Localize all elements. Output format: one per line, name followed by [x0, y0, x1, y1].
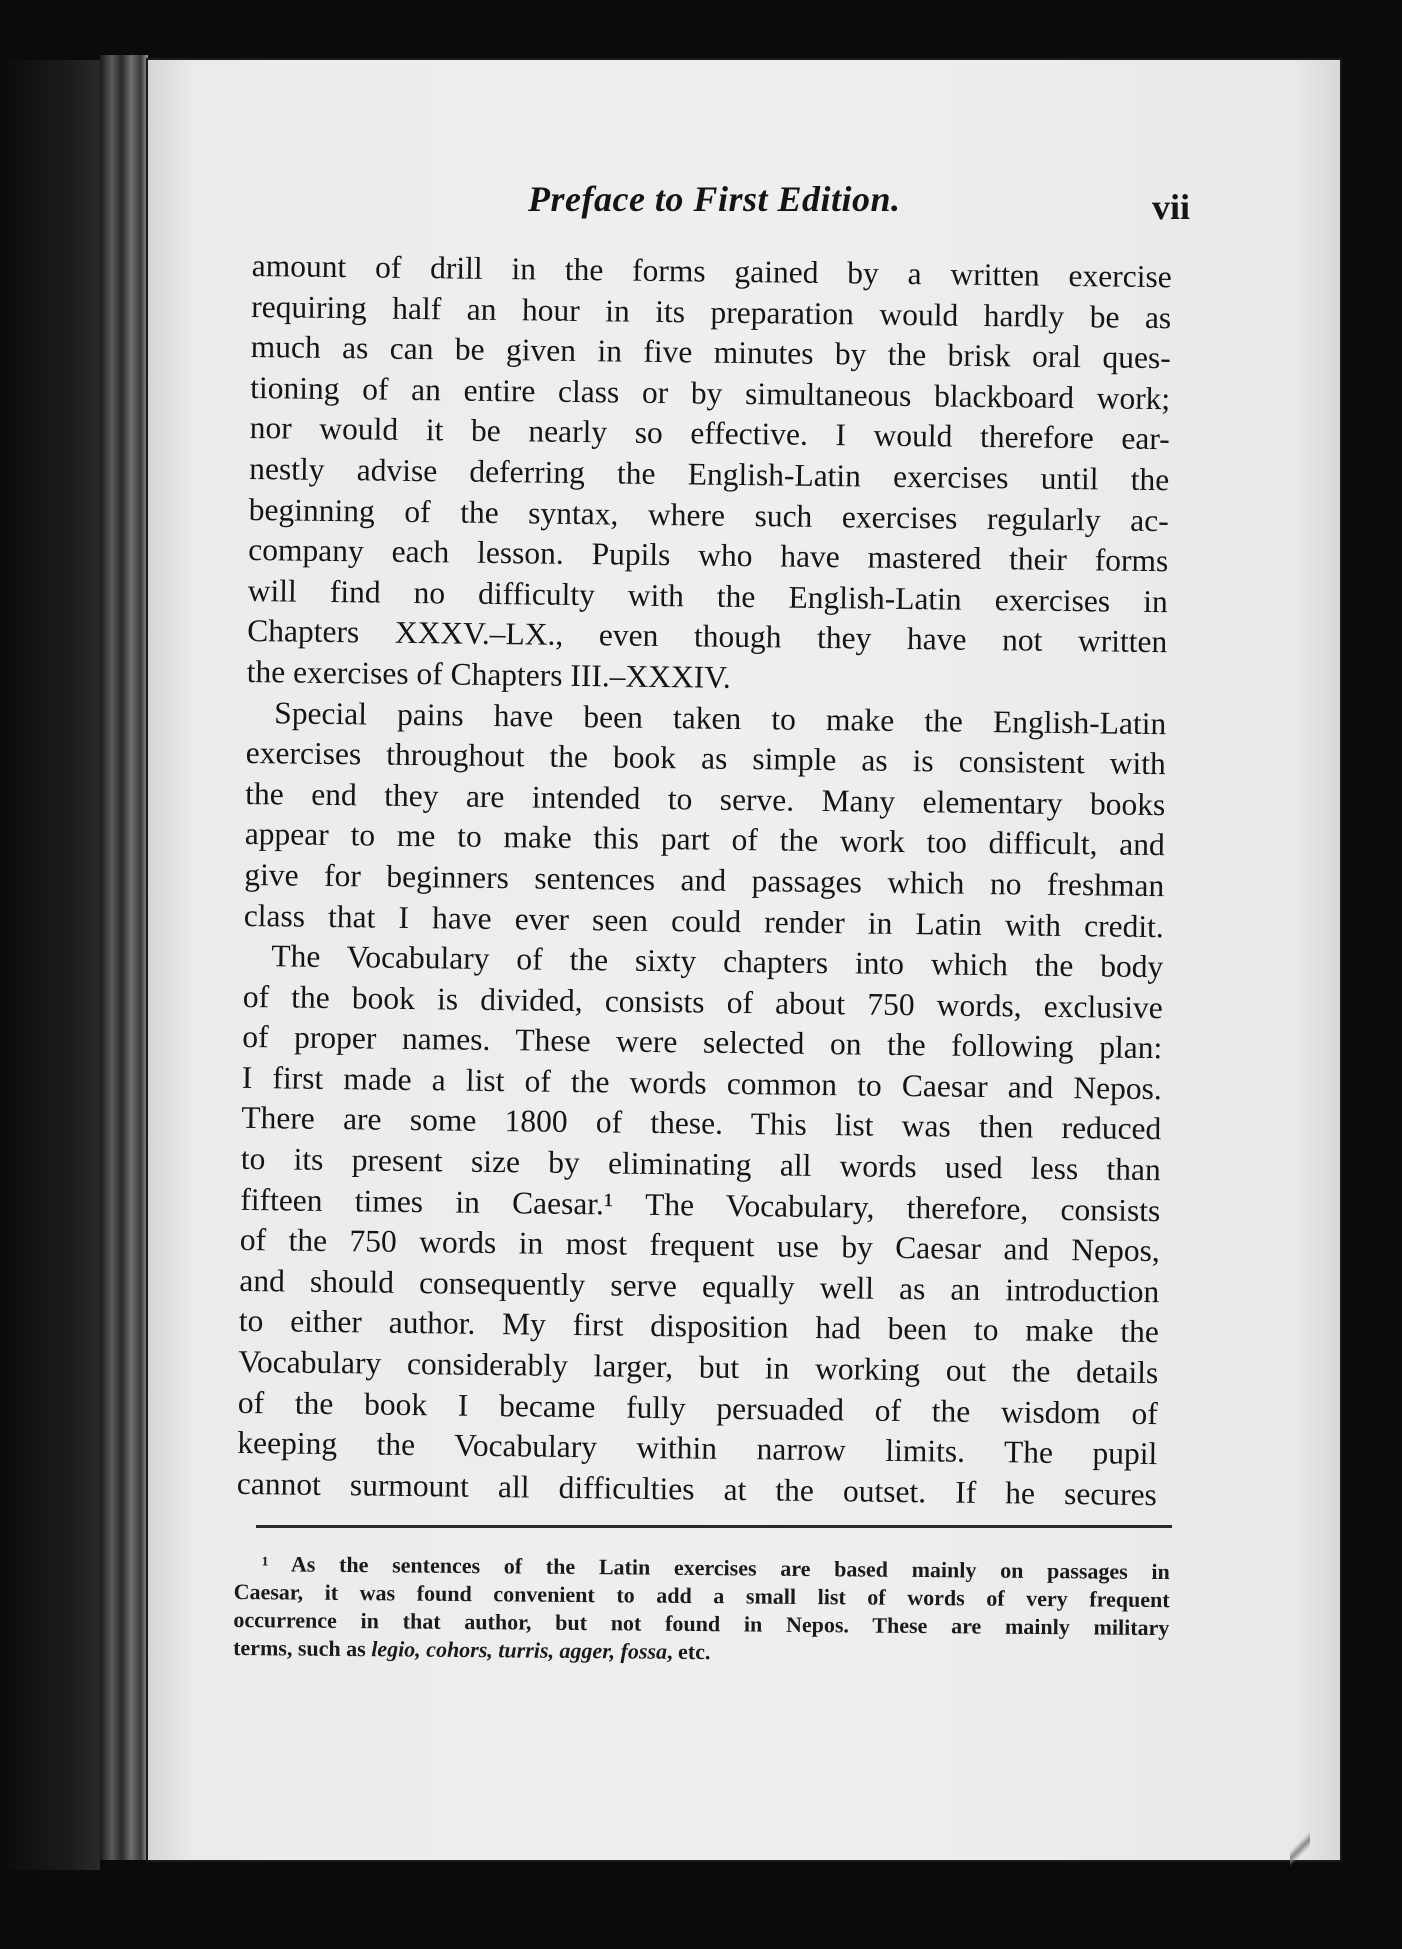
text-line: class that I have ever seen could render in Latin with credit.: [243, 897, 1164, 944]
text-line: There are some 1800 of these. This list was then reduced: [241, 1100, 1162, 1147]
text-line: amount of drill in the forms gained by a written exercise: [251, 247, 1172, 295]
text-line: fifteen times in Caesar.¹ The Vocabulary, therefore, consists: [240, 1181, 1161, 1228]
footnote-line: occurrence in that author, but not found in Nepos. These are mainly military: [233, 1606, 1170, 1641]
running-head-title: Preface to First Edition.: [528, 179, 901, 219]
text-line: Vocabulary considerably larger, but in working out the details: [238, 1343, 1159, 1391]
paragraph-2: [244, 692, 1167, 947]
text-line: The Vocabulary of the sixty chapters into which the body: [271, 938, 1164, 985]
text-line: requiring half an hour in its preparation would hardly be as: [251, 288, 1172, 335]
paragraph-1: [247, 246, 1172, 704]
page-corner-scan-artifact: [1290, 1819, 1310, 1879]
text-line: of the book I became fully persuaded of the wisdom of: [237, 1384, 1159, 1431]
footnote-latin-terms: legio, cohors, turris, agger, fossa: [371, 1636, 668, 1664]
footnote-line: ¹ As the sentences of the Latin exercises are based mainly on passages in: [261, 1551, 1170, 1585]
text-line: Chapters XXXV.–LX., even though they have not written: [247, 613, 1168, 660]
page-body-text: [237, 246, 1172, 1516]
text-line: the exercises of Chapters III.–XXXIV.: [246, 653, 732, 695]
text-line: to either author. My first disposition had been to make the: [238, 1303, 1160, 1350]
footnote-separator-rule: [256, 1525, 1172, 1528]
text-line: keeping the Vocabulary within narrow limits. The pupil: [237, 1425, 1158, 1472]
text-line: cannot surmount all difficulties at the outset. If he secures: [236, 1465, 1158, 1512]
book-spine: [100, 55, 148, 1860]
footnote-text: , etc.: [666, 1638, 711, 1665]
text-line: appear to me to make this part of the work too difficult, and: [244, 816, 1165, 863]
facing-page-edge: [0, 60, 100, 1870]
footnote: [233, 1550, 1170, 1670]
text-line: nor would it be nearly so effective. I would therefore ear-: [249, 410, 1170, 457]
text-line: tioning of an entire class or by simultaneous blackboard work;: [250, 369, 1171, 417]
text-line: Special pains have been taken to make the English-Latin: [274, 694, 1167, 741]
text-line: will find no difficulty with the English-Latin exercises in: [247, 572, 1168, 619]
text-line: company each lesson. Pupils who have mastered their forms: [248, 532, 1169, 579]
text-line: of proper names. These were selected on the following plan:: [242, 1019, 1163, 1066]
text-line: and should consequently serve equally well as an introduction: [239, 1262, 1160, 1310]
text-line: I first made a list of the words common to Caesar and Nepos.: [241, 1059, 1162, 1107]
book-page: [148, 60, 1340, 1860]
text-line: exercises throughout the book as simple as is consistent with: [245, 735, 1166, 782]
page-number: vii: [1151, 187, 1190, 227]
footnote-text: terms, such as: [233, 1634, 372, 1662]
text-line: to its present size by eliminating all words used less than: [240, 1140, 1161, 1188]
text-line: of the book is divided, consists of about 750 words, exclusive: [242, 978, 1163, 1025]
text-line: the end they are intended to serve. Many elementary books: [245, 775, 1166, 822]
text-line: beginning of the syntax, where such exercises regularly ac-: [248, 491, 1169, 538]
text-line: give for beginners sentences and passages which no freshman: [244, 856, 1165, 904]
text-line: much as can be given in five minutes by the brisk oral ques-: [250, 329, 1171, 376]
paragraph-3: [237, 936, 1164, 1516]
text-line: of the 750 words in most frequent use by Caesar and Nepos,: [239, 1222, 1161, 1269]
text-line: nestly advise deferring the English-Latin exercises until the: [249, 450, 1170, 498]
footnote-line: Caesar, it was found convenient to add a small list of words of very frequent: [233, 1578, 1170, 1613]
